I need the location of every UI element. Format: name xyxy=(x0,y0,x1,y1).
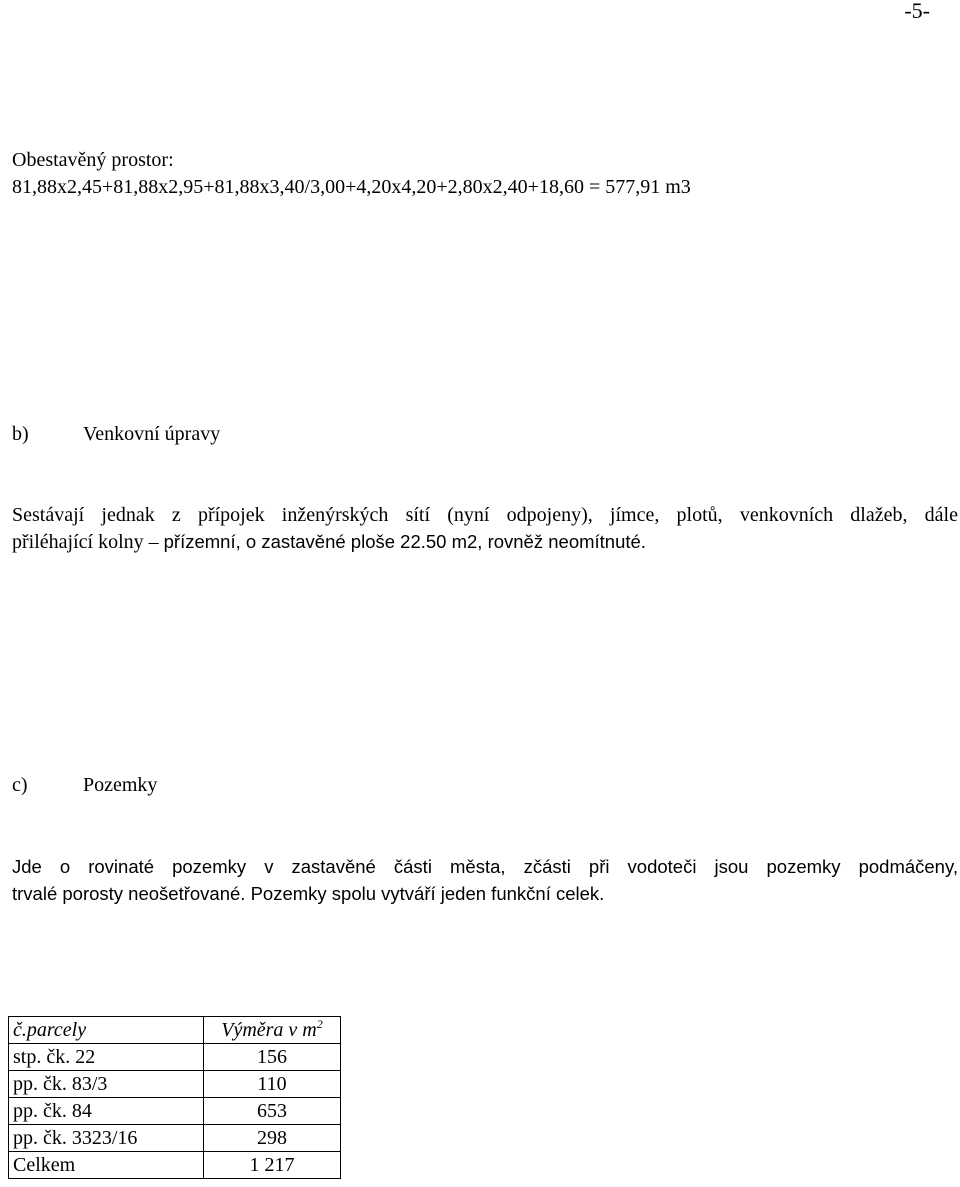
section-b-letter: b) xyxy=(12,423,29,445)
area-cell: 156 xyxy=(204,1044,341,1071)
section-b-title: Venkovní úpravy xyxy=(83,423,221,445)
section-c-letter: c) xyxy=(12,774,28,796)
section-b-paragraph-line-1: Sestávají jednak z přípojek inženýrských sítí (nyní odpojeny), jímce, plotů, venkovních dlažeb, dále xyxy=(12,504,958,526)
table-row xyxy=(9,1071,341,1098)
area-cell: 110 xyxy=(204,1071,341,1098)
total-label-cell: Celkem xyxy=(9,1152,204,1179)
parcel-cell: pp. čk. 3323/16 xyxy=(9,1125,204,1152)
section-b-paragraph-line-2b: přízemní, o zastavěné ploše 22.50 m2, rovněž neomítnuté. xyxy=(163,531,646,552)
table-row xyxy=(9,1044,341,1071)
section-b-paragraph-line-2a: přiléhající kolny – xyxy=(12,531,164,553)
section-c-paragraph-line-2: trvalé porosty neošetřované. Pozemky spolu vytváří jeden funkční celek. xyxy=(12,883,605,904)
built-space-formula: 81,88x2,45+81,88x2,95+81,88x3,40/3,00+4,20x4,20+2,80x2,40+18,60 = 577,91 m3 xyxy=(12,176,691,198)
section-c-paragraph-line-1: Jde o rovinaté pozemky v zastavěné části města, zčásti při vodoteči jsou pozemky podmáčeny, xyxy=(12,856,958,877)
table-total-row xyxy=(9,1152,341,1179)
parcel-cell: pp. čk. 84 xyxy=(9,1098,204,1125)
section-c-title: Pozemky xyxy=(83,774,158,796)
total-area-cell: 1 217 xyxy=(204,1152,341,1179)
header-area-text: Výměra v m xyxy=(221,1019,317,1041)
parcel-cell: pp. čk. 83/3 xyxy=(9,1071,204,1098)
table-header-row xyxy=(9,1017,341,1044)
section-b-paragraph-line-2 xyxy=(12,531,646,554)
table-row xyxy=(9,1098,341,1125)
header-area-superscript: 2 xyxy=(316,1017,323,1031)
page-number: -5- xyxy=(904,0,930,23)
table-row xyxy=(9,1125,341,1152)
built-space-label: Obestavěný prostor: xyxy=(12,149,174,171)
area-cell: 653 xyxy=(204,1098,341,1125)
header-area xyxy=(204,1017,341,1044)
area-cell: 298 xyxy=(204,1125,341,1152)
parcel-table xyxy=(8,1016,341,1179)
parcel-cell: stp. čk. 22 xyxy=(9,1044,204,1071)
header-parcel: č.parcely xyxy=(9,1017,204,1044)
